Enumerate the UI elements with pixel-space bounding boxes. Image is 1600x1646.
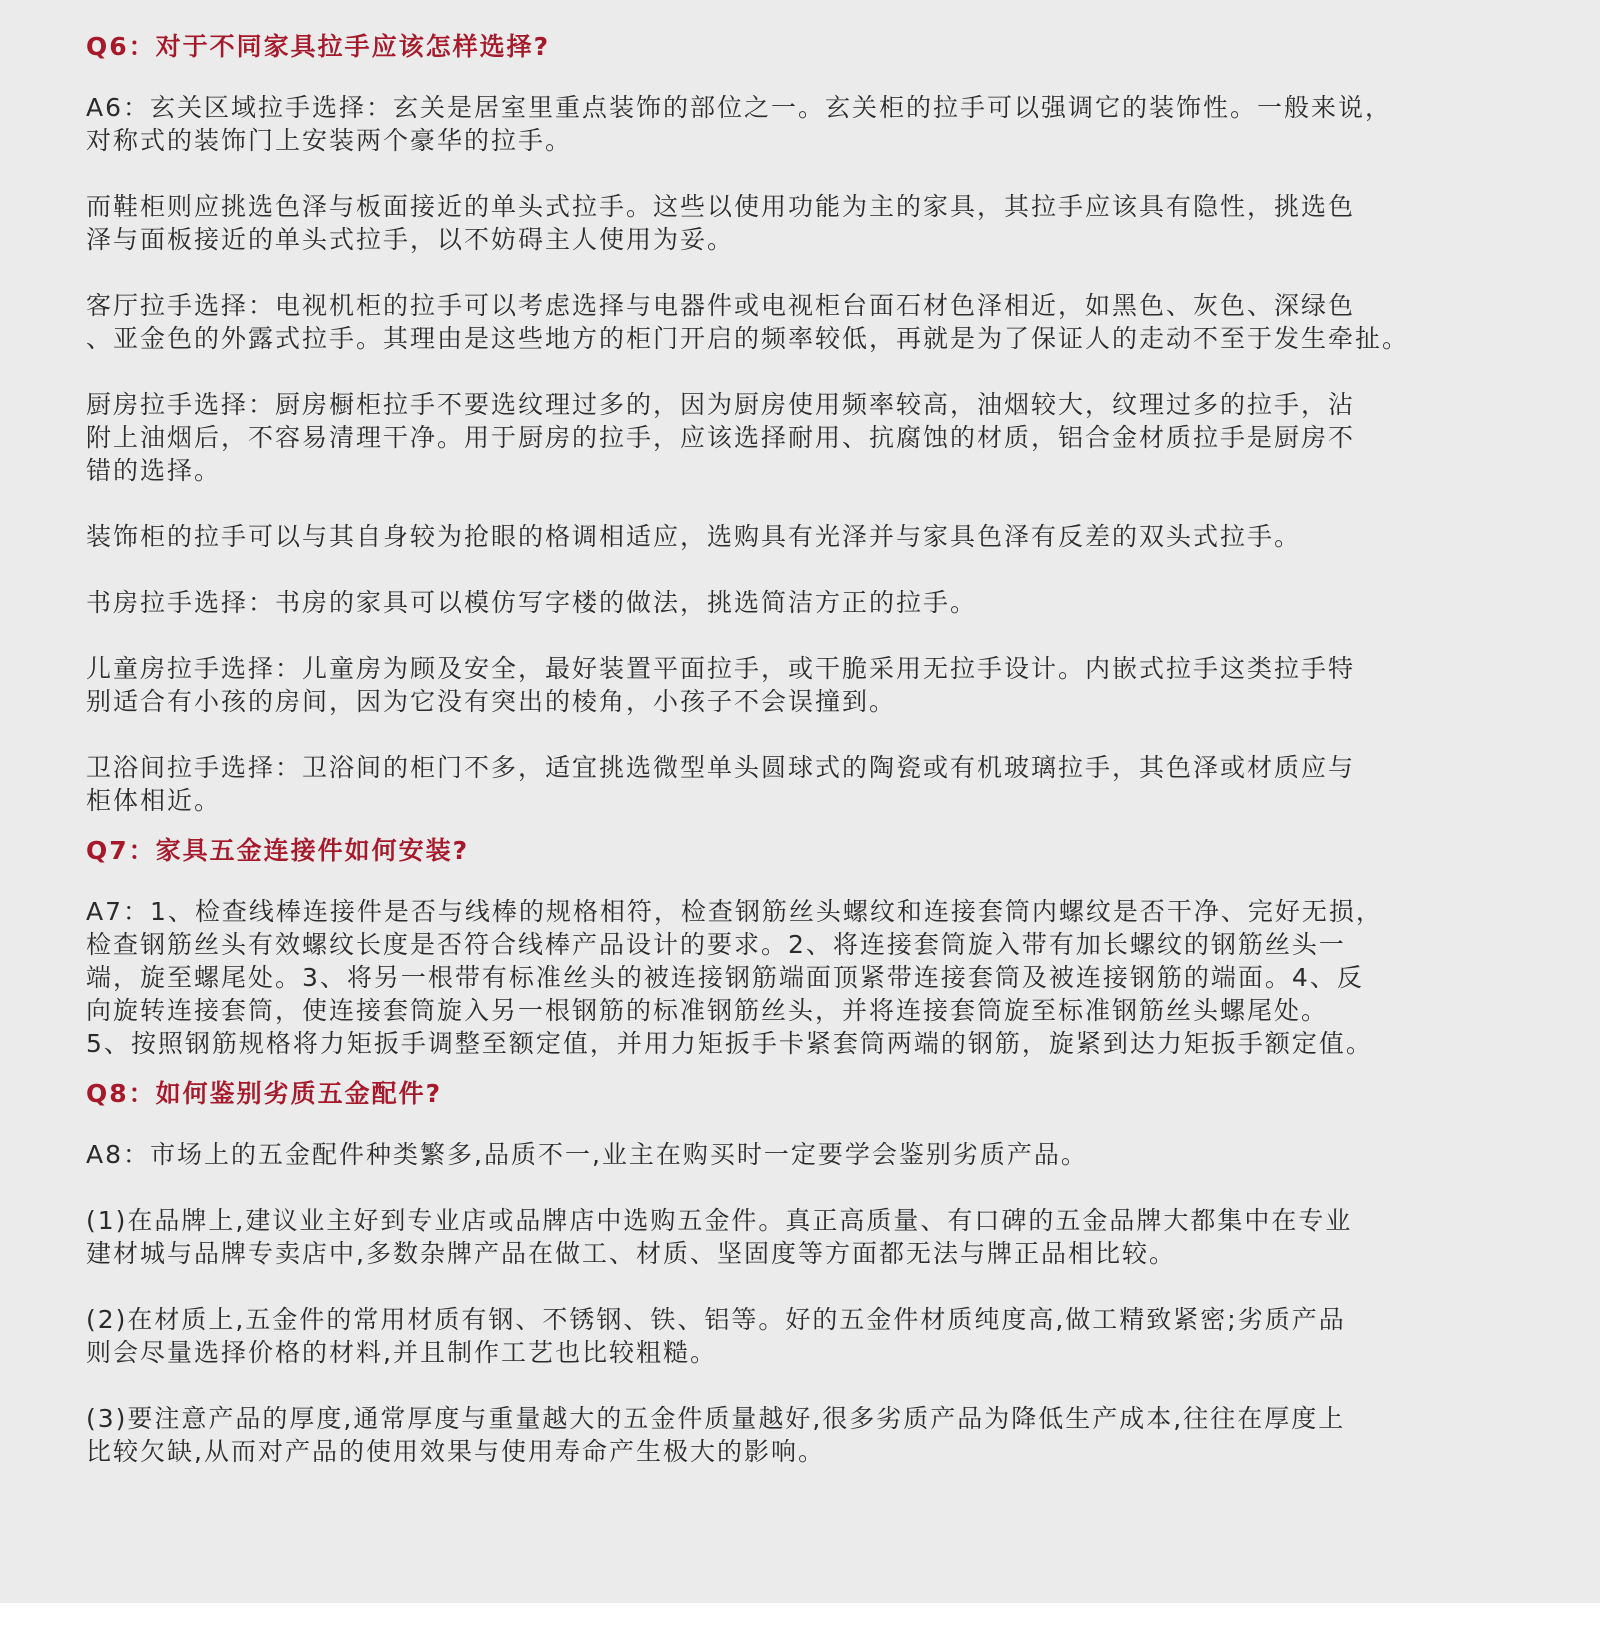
answer-kitchen: [86, 388, 1586, 487]
answer-shoe-cabinet: [86, 190, 1586, 256]
text-line: 泽与面板接近的单头式拉手，以不妨碍主人使用为妥。: [86, 225, 735, 254]
text-line: 别适合有小孩的房间，因为它没有突出的棱角，小孩子不会误撞到。: [86, 687, 897, 716]
answer-decorative-cabinet: [86, 520, 1586, 553]
answer-a6-entryway: [86, 91, 1586, 157]
text-line: 柜体相近。: [86, 786, 222, 815]
text-line: A6：玄关区域拉手选择：玄关是居室里重点装饰的部位之一。玄关柜的拉手可以强调它的装饰性。一般来说，: [86, 93, 1393, 122]
answer-living-room: [86, 289, 1586, 355]
text-line: 向旋转连接套筒，使连接套筒旋入另一根钢筋的标准钢筋丝头，并将连接套筒旋至标准钢筋丝头螺尾处。: [86, 996, 1329, 1025]
answer-a8-thickness: [86, 1402, 1586, 1468]
answer-a8-material: [86, 1303, 1586, 1369]
answer-bathroom: [86, 751, 1586, 817]
text-line: 对称式的装饰门上安装两个豪华的拉手。: [86, 126, 573, 155]
question-q6: Q6：对于不同家具拉手应该怎样选择?: [86, 32, 551, 61]
text-line: 装饰柜的拉手可以与其自身较为抢眼的格调相适应，选购具有光泽并与家具色泽有反差的双头式拉手。: [86, 522, 1302, 551]
text-line: 则会尽量选择价格的材料,并且制作工艺也比较粗糙。: [86, 1338, 717, 1367]
text-line: 厨房拉手选择：厨房橱柜拉手不要选纹理过多的，因为厨房使用频率较高，油烟较大，纹理过多的拉手，沾: [86, 390, 1356, 419]
text-line: 客厅拉手选择：电视机柜的拉手可以考虑选择与电器件或电视柜台面石材色泽相近，如黑色、灰色、深绿色: [86, 291, 1356, 320]
text-line: 而鞋柜则应挑选色泽与板面接近的单头式拉手。这些以使用功能为主的家具，其拉手应该具有隐性，挑选色: [86, 192, 1356, 221]
text-line: 5、按照钢筋规格将力矩扳手调整至额定值，并用力矩扳手卡紧套筒两端的钢筋，旋紧到达力矩扳手额定值。: [86, 1029, 1373, 1058]
answer-study: [86, 586, 1586, 619]
answer-kids-room: [86, 652, 1586, 718]
text-line: 、亚金色的外露式拉手。其理由是这些地方的柜门开启的频率较低，再就是为了保证人的走动不至于发生牵扯。: [86, 324, 1410, 353]
answer-a8: [86, 1138, 1586, 1171]
text-line: 附上油烟后，不容易清理干净。用于厨房的拉手，应该选择耐用、抗腐蚀的材质，铝合金材质拉手是厨房不: [86, 423, 1356, 452]
faq-content: [86, 30, 1586, 1501]
text-line: 卫浴间拉手选择：卫浴间的柜门不多，适宜挑选微型单头圆球式的陶瓷或有机玻璃拉手，其色泽或材质应与: [86, 753, 1356, 782]
text-line: 错的选择。: [86, 456, 222, 485]
answer-a7: [86, 895, 1586, 1060]
text-line: A7：1、检查线棒连接件是否与线棒的规格相符，检查钢筋丝头螺纹和连接套筒内螺纹是否干净、完好无损，: [86, 897, 1383, 926]
text-line: (1)在品牌上,建议业主好到专业店或品牌店中选购五金件。真正高质量、有口碑的五金品牌大都集中在专业: [86, 1206, 1353, 1235]
answer-a8-brand: [86, 1204, 1586, 1270]
text-line: A8：市场上的五金配件种类繁多,品质不一,业主在购买时一定要学会鉴别劣质产品。: [86, 1140, 1088, 1169]
text-line: 建材城与品牌专卖店中,多数杂牌产品在做工、材质、坚固度等方面都无法与牌正品相比较。: [86, 1239, 1176, 1268]
question-q8: Q8：如何鉴别劣质五金配件?: [86, 1079, 443, 1108]
text-line: (2)在材质上,五金件的常用材质有钢、不锈钢、铁、铝等。好的五金件材质纯度高,做工精致紧密;劣质产品: [86, 1305, 1346, 1334]
question-q7: Q7：家具五金连接件如何安装?: [86, 836, 470, 865]
text-line: 检查钢筋丝头有效螺纹长度是否符合线棒产品设计的要求。2、将连接套筒旋入带有加长螺纹的钢筋丝头一: [86, 930, 1346, 959]
text-line: (3)要注意产品的厚度,通常厚度与重量越大的五金件质量越好,很多劣质产品为降低生产成本,往往在厚度上: [86, 1404, 1346, 1433]
text-line: 儿童房拉手选择：儿童房为顾及安全，最好装置平面拉手，或干脆采用无拉手设计。内嵌式拉手这类拉手特: [86, 654, 1356, 683]
text-line: 比较欠缺,从而对产品的使用效果与使用寿命产生极大的影响。: [86, 1437, 825, 1466]
text-line: 书房拉手选择：书房的家具可以模仿写字楼的做法，挑选简洁方正的拉手。: [86, 588, 978, 617]
text-line: 端，旋至螺尾处。3、将另一根带有标准丝头的被连接钢筋端面顶紧带连接套筒及被连接钢筋的端面。4、反: [86, 963, 1364, 992]
